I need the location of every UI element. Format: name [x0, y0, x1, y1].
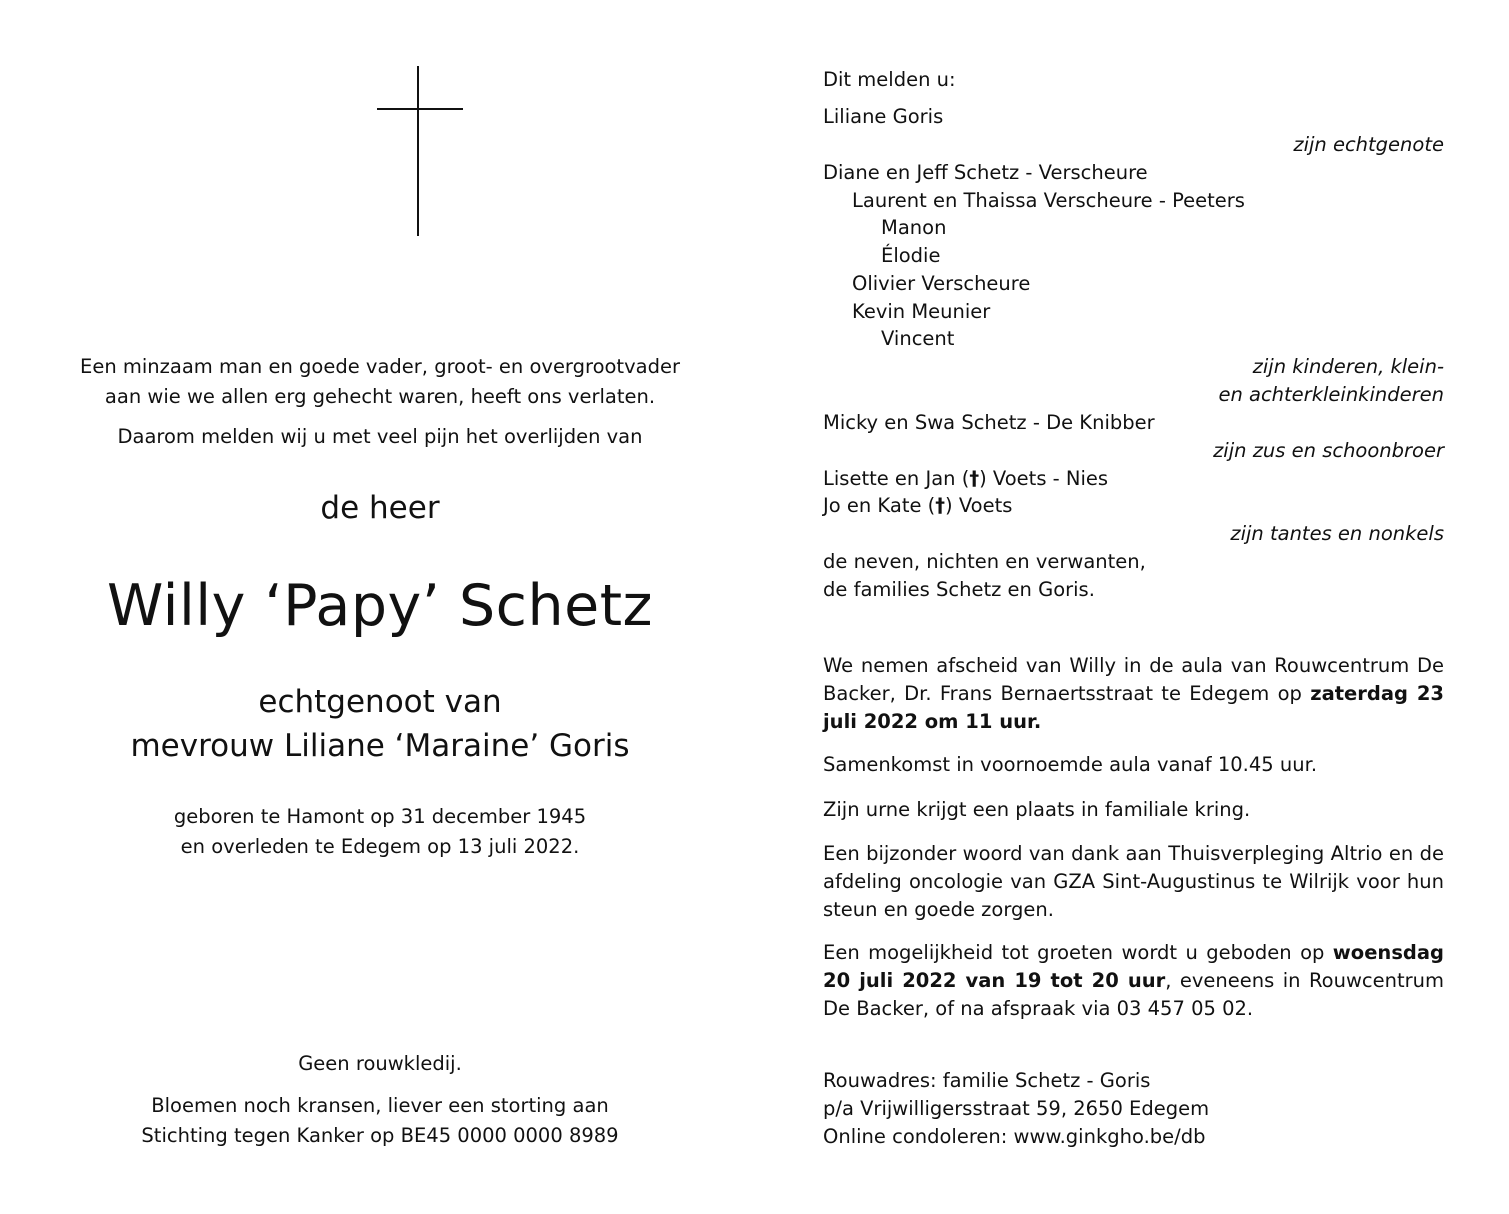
- family-member: Manon: [881, 216, 947, 239]
- flowers-note: Bloemen noch kransen, liever een storting aan: [151, 1094, 609, 1117]
- right-panel: [823, 0, 1444, 1214]
- family-member: Liliane Goris: [823, 105, 944, 128]
- announcement-line: Daarom melden wij u met veel pijn het overlijden van: [117, 425, 643, 448]
- relation-label: zijn echtgenote: [1293, 133, 1444, 156]
- deceased-cross-icon: †: [969, 467, 980, 490]
- dress-note: Geen rouwkledij.: [298, 1052, 462, 1075]
- farewell-date: zaterdag 23 juli 2022 om 11 uur.: [823, 682, 1444, 733]
- relatives-line: de neven, nichten en verwanten,: [823, 550, 1146, 573]
- family-member: Laurent en Thaissa Verscheure - Peeters: [852, 189, 1245, 212]
- spouse-name: mevrouw Liliane ‘Maraine’ Goris: [130, 728, 630, 764]
- relation-label: zijn tantes en nonkels: [1230, 522, 1444, 545]
- deceased-name: Willy ‘Papy’ Schetz: [107, 573, 653, 639]
- address-line: Rouwadres: familie Schetz - Goris: [823, 1069, 1151, 1092]
- farewell-paragraph: We nemen afscheid van Willy in de aula van Rouwcentrum De Backer, Dr. Frans Bernaertsstraat te Edegem op zaterdag 23 juli 2022 om 11 uur.: [823, 654, 1444, 733]
- flowers-note: Stichting tegen Kanker op BE45 0000 0000 8989: [141, 1124, 619, 1147]
- thanks-paragraph: Een bijzonder woord van dank aan Thuisverpleging Altrio en de afdeling oncologie van GZA Sint-Augustinus te Wilrijk voor hun steun en goede zorgen.: [823, 842, 1444, 921]
- notes: [40, 1049, 720, 1151]
- urn-paragraph: Zijn urne krijgt een plaats in familiale kring.: [823, 798, 1251, 821]
- left-panel: [40, 0, 720, 1214]
- birth-line: geboren te Hamont op 31 december 1945: [173, 805, 587, 828]
- family-member: Lisette en Jan (†) Voets - Nies: [823, 467, 1109, 490]
- address-line: p/a Vrijwilligersstraat 59, 2650 Edegem: [823, 1097, 1210, 1120]
- spouse-text: [40, 680, 720, 768]
- gathering-paragraph: Samenkomst in voornoemde aula vanaf 10.45 uur.: [823, 753, 1318, 776]
- cross-icon: [377, 66, 463, 236]
- condolence-link[interactable]: Online condoleren: www.ginkgho.be/db: [823, 1125, 1206, 1148]
- intro-line: aan wie we allen erg gehecht waren, heeft ons verlaten.: [104, 385, 656, 408]
- visitation-paragraph: Een mogelijkheid tot groeten wordt u geboden op woensdag 20 juli 2022 van 19 tot 20 uur, eveneens in Rouwcentrum De Backer, of na afspraak via 03 457 05 02.: [823, 941, 1444, 1020]
- visitation-date: woensdag 20 juli 2022 van 19 tot 20 uur: [823, 941, 1444, 992]
- family-member: Vincent: [881, 327, 955, 350]
- relation-label: zijn kinderen, klein-: [1252, 355, 1444, 378]
- announcers-header: Dit melden u:: [823, 68, 956, 91]
- honorific: de heer: [320, 490, 440, 526]
- family-member: Jo en Kate (†) Voets: [823, 494, 1013, 517]
- deceased-cross-icon: †: [935, 494, 946, 517]
- life-dates: [40, 802, 720, 862]
- intro-line: Een minzaam man en goede vader, groot- en overgrootvader: [80, 355, 680, 378]
- relatives-line: de families Schetz en Goris.: [823, 578, 1095, 601]
- death-line: en overleden te Edegem op 13 juli 2022.: [180, 835, 580, 858]
- family-member: Micky en Swa Schetz - De Knibber: [823, 411, 1155, 434]
- family-member: Élodie: [881, 244, 941, 267]
- spouse-line: echtgenoot van: [258, 684, 502, 720]
- intro-text: [40, 352, 720, 412]
- relation-label: en achterkleinkinderen: [1218, 383, 1444, 406]
- family-member: Diane en Jeff Schetz - Verscheure: [823, 161, 1148, 184]
- family-member: Olivier Verscheure: [852, 272, 1031, 295]
- family-member: Kevin Meunier: [852, 300, 991, 323]
- relation-label: zijn zus en schoonbroer: [1213, 439, 1444, 462]
